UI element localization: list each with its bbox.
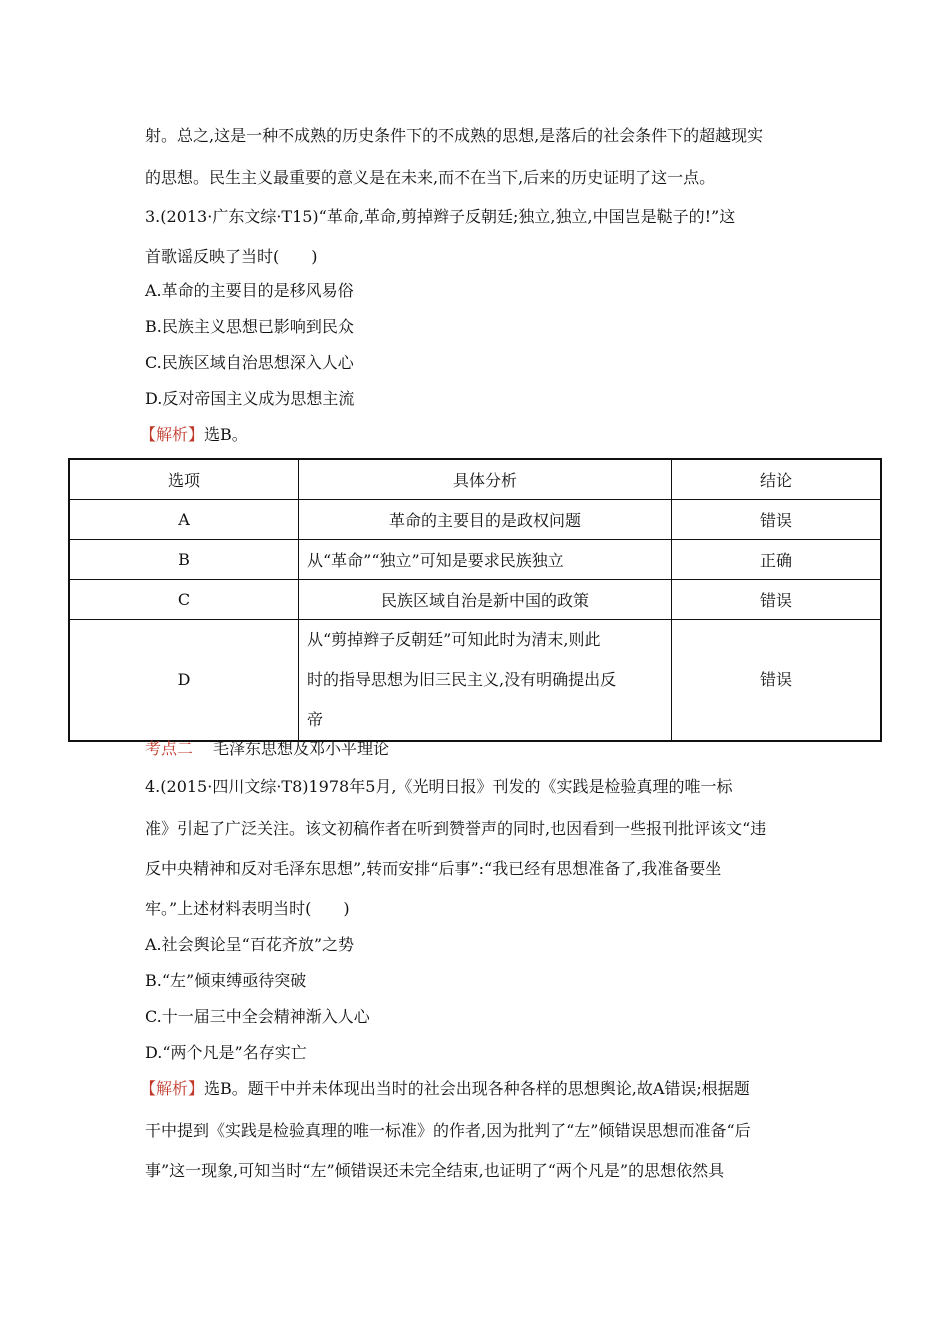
analysis-tag: 【解析】 [140, 1079, 205, 1098]
question-3-option-d: D.反对帝国主义成为思想主流 [145, 389, 355, 408]
table-cell: 错误 [672, 620, 882, 742]
question-4-option-a: A.社会舆论呈“百花齐放”之势 [145, 935, 355, 954]
table-row [69, 540, 881, 580]
question-3-stem: 3.(2013·广东文综·T15)“革命,革命,剪掉辫子反朝廷;独立,独立,中国岂是鞑子的!”这 [145, 207, 736, 226]
table-cell: 错误 [672, 580, 882, 620]
section-tag: 考点二 [145, 739, 194, 758]
table-cell-line: 从“剪掉辫子反朝廷”可知此时为清末,则此 [307, 630, 601, 649]
table-cell: A [69, 500, 299, 540]
table-row [69, 500, 881, 540]
question-3-option-a: A.革命的主要目的是移风易俗 [145, 281, 354, 300]
question-4-stem: 反中央精神和反对毛泽东思想”,转而安排“后事”:“我已经有思想准备了,我准备要坐 [145, 859, 722, 878]
table-cell: 从“革命”“独立”可知是要求民族独立 [299, 540, 672, 580]
question-4-analysis-line: 干中提到《实践是检验真理的唯一标准》的作者,因为批判了“左”倾错误思想而准备“后 [145, 1121, 751, 1140]
table-cell-line: 帝 [307, 710, 324, 729]
analysis-table [68, 458, 882, 742]
question-4-stem: 4.(2015·四川文综·T8)1978年5月,《光明日报》刊发的《实践是检验真理的唯一标 [145, 777, 733, 796]
question-4-option-d: D.“两个凡是”名存实亡 [145, 1043, 307, 1062]
table-cell: 错误 [672, 500, 882, 540]
table-header: 结论 [672, 459, 882, 500]
question-4-stem: 准》引起了广泛关注。该文初稿作者在听到赞誉声的同时,也因看到一些报刊批评该文“违 [145, 819, 767, 838]
table-row [69, 620, 881, 742]
question-4-option-b: B.“左”倾束缚亟待突破 [145, 971, 307, 990]
question-4-stem: 牢。”上述材料表明当时( ) [145, 899, 350, 918]
table-cell-line: 时的指导思想为旧三民主义,没有明确提出反 [307, 670, 617, 689]
section-heading [145, 739, 389, 759]
table-cell: C [69, 580, 299, 620]
question-3-stem: 首歌谣反映了当时( ) [145, 247, 318, 266]
table-cell: B [69, 540, 299, 580]
paragraph-line: 的思想。民生主义最重要的意义是在未来,而不在当下,后来的历史证明了这一点。 [145, 168, 716, 187]
table-header: 选项 [69, 459, 299, 500]
analysis-text: 选B。 [204, 425, 248, 444]
question-4-analysis [140, 1079, 750, 1099]
analysis-tag: 【解析】 [140, 425, 205, 444]
table-header: 具体分析 [299, 459, 672, 500]
question-3-analysis [140, 425, 248, 445]
analysis-text: 选B。题干中并未体现出当时的社会出现各种各样的思想舆论,故A错误;根据题 [204, 1079, 750, 1098]
question-4-option-c: C.十一届三中全会精神渐入人心 [145, 1007, 370, 1026]
question-3-option-c: C.民族区域自治思想深入人心 [145, 353, 354, 372]
question-3-option-b: B.民族主义思想已影响到民众 [145, 317, 354, 336]
table-row [69, 580, 881, 620]
table-cell: 民族区域自治是新中国的政策 [299, 580, 672, 620]
table-cell: D [69, 620, 299, 742]
table-cell: 革命的主要目的是政权问题 [299, 500, 672, 540]
table-cell [299, 620, 672, 742]
question-4-analysis-line: 事”这一现象,可知当时“左”倾错误还未完全结束,也证明了“两个凡是”的思想依然具 [145, 1161, 725, 1180]
paragraph-line: 射。总之,这是一种不成熟的历史条件下的不成熟的思想,是落后的社会条件下的超越现实 [145, 126, 764, 145]
table-header-row [69, 459, 881, 500]
table-cell: 正确 [672, 540, 882, 580]
section-title: 毛泽东思想及邓小平理论 [213, 739, 390, 758]
